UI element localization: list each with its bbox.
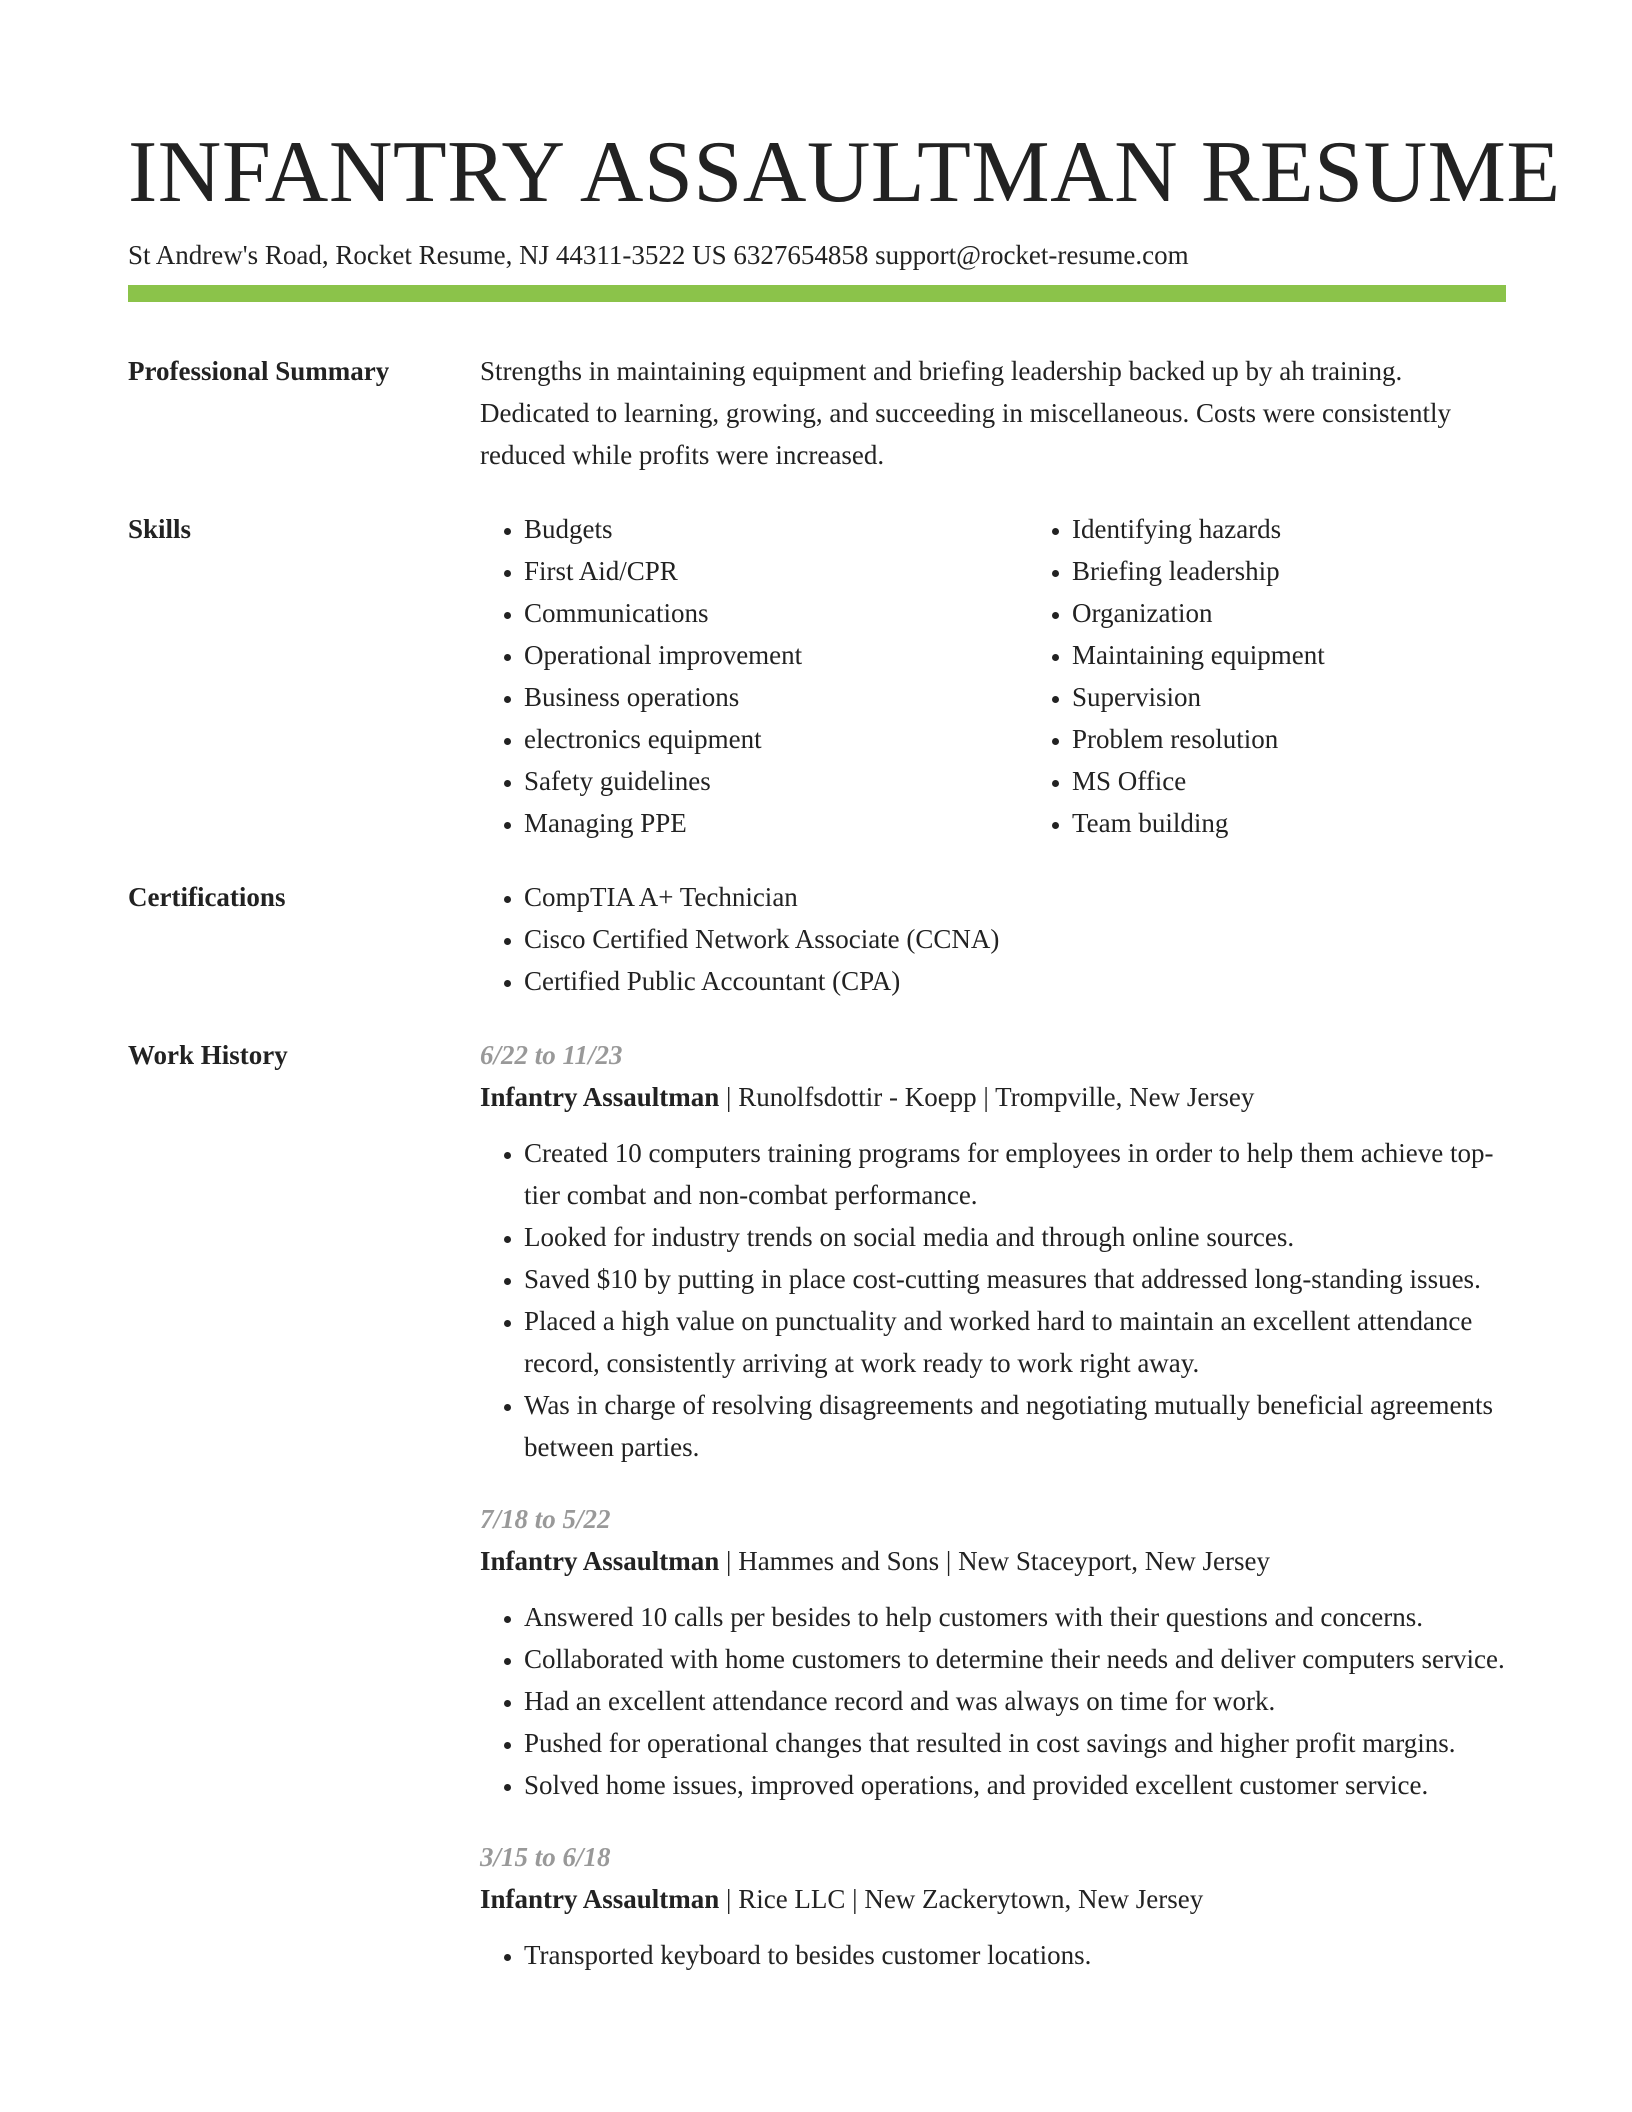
job-entry bbox=[480, 1034, 1506, 1468]
job-heading bbox=[480, 1540, 1506, 1582]
job-bullet: • Transported keyboard to besides customer locations. bbox=[524, 1934, 1506, 1976]
job-bullet: • Had an excellent attendance record and was always on time for work. bbox=[524, 1680, 1506, 1722]
job-bullet: • Collaborated with home customers to determine their needs and deliver computers service. bbox=[524, 1638, 1506, 1680]
job-bullet: • Pushed for operational changes that resulted in cost savings and higher profit margins. bbox=[524, 1722, 1506, 1764]
certification-item: • CompTIA A+ Technician bbox=[524, 876, 1506, 918]
skill-item: • Budgets bbox=[524, 508, 984, 550]
accent-divider bbox=[128, 285, 1506, 302]
certifications-list bbox=[480, 876, 1506, 1002]
resume-title: INFANTRY ASSAULTMAN RESUME bbox=[128, 124, 1561, 221]
skill-item: • Safety guidelines bbox=[524, 760, 984, 802]
job-dates: 7/18 to 5/22 bbox=[480, 1504, 611, 1534]
job-employer-location: | Runolfsdottir - Koepp | Trompville, New Jersey bbox=[719, 1082, 1255, 1112]
job-title: Infantry Assaultman bbox=[480, 1082, 720, 1112]
certification-item: • Cisco Certified Network Associate (CCNA) bbox=[524, 918, 1506, 960]
job-entry bbox=[480, 1498, 1506, 1806]
job-bullet: • Answered 10 calls per besides to help customers with their questions and concerns. bbox=[524, 1596, 1506, 1638]
skill-item: • Operational improvement bbox=[524, 634, 984, 676]
skill-item: • Briefing leadership bbox=[1072, 550, 1532, 592]
section-label-certifications: Certifications bbox=[128, 882, 286, 912]
work-history-section bbox=[128, 1034, 1506, 1976]
skill-item: • Organization bbox=[1072, 592, 1532, 634]
skill-item: • Identifying hazards bbox=[1072, 508, 1532, 550]
job-bullets bbox=[480, 1132, 1506, 1468]
job-bullet: • Looked for industry trends on social media and through online sources. bbox=[524, 1216, 1506, 1258]
professional-summary-section bbox=[128, 350, 1506, 476]
skill-item: • First Aid/CPR bbox=[524, 550, 984, 592]
job-heading bbox=[480, 1878, 1506, 1920]
job-bullet: • Created 10 computers training programs for employees in order to help them achieve top-tier combat and non-combat performance. bbox=[524, 1132, 1506, 1216]
job-title: Infantry Assaultman bbox=[480, 1884, 720, 1914]
skill-item: • MS Office bbox=[1072, 760, 1532, 802]
skill-item: • Problem resolution bbox=[1072, 718, 1532, 760]
resume-body bbox=[128, 350, 1506, 2006]
job-bullets bbox=[480, 1596, 1506, 1806]
job-bullet: • Solved home issues, improved operations, and provided excellent customer service. bbox=[524, 1764, 1506, 1806]
section-label-summary: Professional Summary bbox=[128, 356, 390, 386]
job-bullets bbox=[480, 1934, 1506, 1976]
skill-item: • Supervision bbox=[1072, 676, 1532, 718]
job-bullet: • Placed a high value on punctuality and worked hard to maintain an excellent attendance record, consistently arriving at work ready to work right away. bbox=[524, 1300, 1506, 1384]
skills-grid bbox=[480, 508, 1506, 844]
job-employer-location: | Hammes and Sons | New Staceyport, New Jersey bbox=[719, 1546, 1270, 1576]
job-bullet: • Saved $10 by putting in place cost-cutting measures that addressed long-standing issues. bbox=[524, 1258, 1506, 1300]
skill-item: • Communications bbox=[524, 592, 984, 634]
job-dates: 3/15 to 6/18 bbox=[480, 1842, 611, 1872]
skill-item: • Business operations bbox=[524, 676, 984, 718]
skill-item: • Maintaining equipment bbox=[1072, 634, 1532, 676]
skill-item: • electronics equipment bbox=[524, 718, 984, 760]
job-entry bbox=[480, 1836, 1506, 1976]
skill-item: • Team building bbox=[1072, 802, 1532, 844]
certifications-section bbox=[128, 876, 1506, 1002]
skills-column-1 bbox=[480, 508, 984, 844]
job-dates: 6/22 to 11/23 bbox=[480, 1040, 623, 1070]
job-title: Infantry Assaultman bbox=[480, 1546, 720, 1576]
section-label-skills: Skills bbox=[128, 514, 192, 544]
job-employer-location: | Rice LLC | New Zackerytown, New Jersey bbox=[719, 1884, 1204, 1914]
resume-header bbox=[128, 118, 1561, 275]
skills-column-2 bbox=[1028, 508, 1532, 844]
job-heading bbox=[480, 1076, 1506, 1118]
job-bullet: • Was in charge of resolving disagreements and negotiating mutually beneficial agreements between parties. bbox=[524, 1384, 1506, 1468]
summary-text: Strengths in maintaining equipment and briefing leadership backed up by ah training. Dedicated to learning, growing, and succeeding in miscellaneous. Costs were consistently reduced while profits were increased. bbox=[480, 356, 1451, 470]
section-label-work-history: Work History bbox=[128, 1040, 288, 1070]
skill-item: • Managing PPE bbox=[524, 802, 984, 844]
skills-section bbox=[128, 508, 1506, 844]
certification-item: • Certified Public Accountant (CPA) bbox=[524, 960, 1506, 1002]
contact-line: St Andrew's Road, Rocket Resume, NJ 44311-3522 US 6327654858 support@rocket-resume.com bbox=[128, 240, 1189, 270]
